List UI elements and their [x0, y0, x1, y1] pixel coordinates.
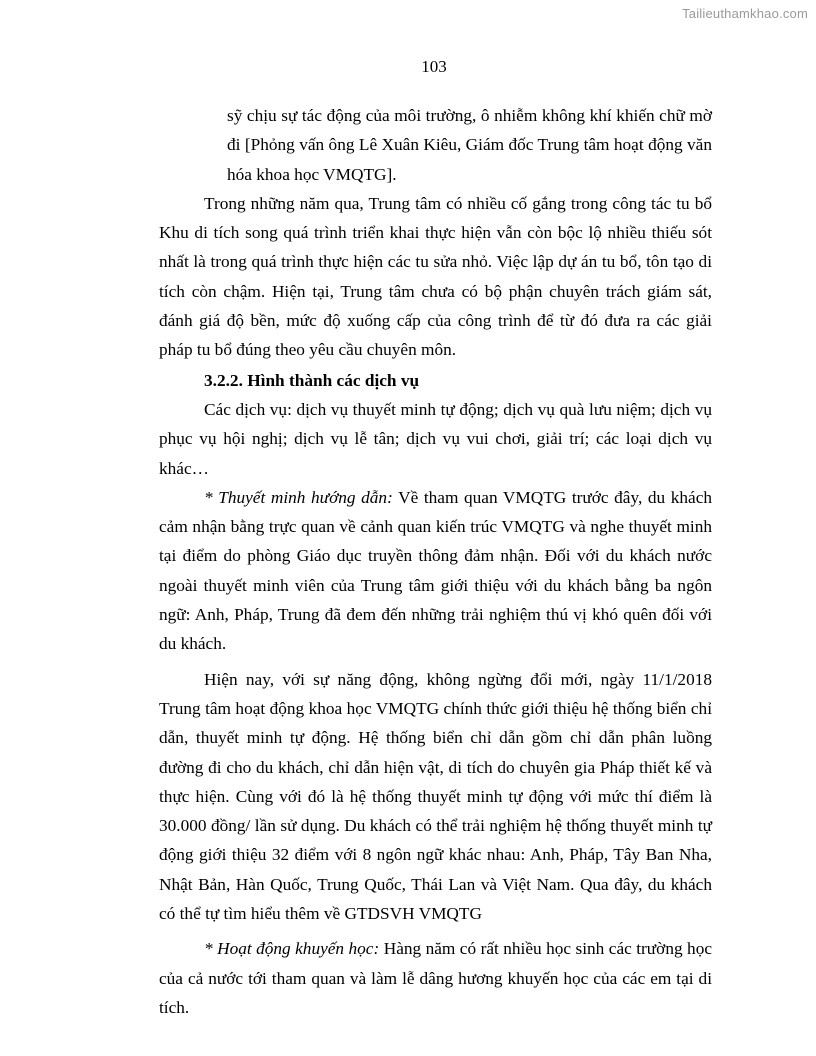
quote-paragraph: sỹ chịu sự tác động của môi trường, ô nhiễm không khí khiến chữ mờ đi [Phỏng vấn ông Lê Xuân Kiêu, Giám đốc Trung tâm hoạt động văn hóa khoa học VMQTG]. [227, 106, 712, 184]
paragraph-services: Các dịch vụ: dịch vụ thuyết minh tự động; dịch vụ quà lưu niệm; dịch vụ phục vụ hội nghị; dịch vụ lễ tân; dịch vụ vui chơi, giải trí; các loại dịch vụ khác… [159, 399, 712, 478]
paragraph-guided-narration [159, 483, 712, 659]
paragraph-study-encouragement [159, 934, 712, 1022]
page-number: 103 [421, 57, 447, 76]
guided-narration-label: * Thuyết minh hướng dẫn: [204, 487, 393, 507]
study-encouragement-label: * Hoạt động khuyến học: [204, 939, 380, 959]
section-heading: 3.2.2. Hình thành các dịch vụ [204, 370, 420, 390]
document-body [159, 101, 712, 1022]
study-encouragement-text: Hàng năm có rất nhiều học sinh các trường học của cả nước tới tham quan và làm lễ dâng hương khuyến học của các em tại di tích. [159, 939, 713, 1017]
paragraph-restoration: Trong những năm qua, Trung tâm có nhiều cố gắng trong công tác tu bổ Khu di tích song quá trình triển khai thực hiện vẫn còn bộc lộ nhiều thiếu sót nhất là trong quá trình thực hiện các tu sửa nhỏ. Việc lập dự án tu bổ, tôn tạo di tích còn chậm. Hiện tại, Trung tâm chưa có bộ phận chuyên trách giám sát, đánh giá độ bền, mức độ xuống cấp của công trình để từ đó đưa ra các giải pháp tu bổ đúng theo yêu cầu chuyên môn. [159, 193, 712, 360]
watermark: Tailieuthamkhao.com [682, 6, 808, 21]
guided-narration-text: Về tham quan VMQTG trước đây, du khách cảm nhận bằng trực quan về cảnh quan kiến trúc VMQTG và nghe thuyết minh tại điểm do phòng Giáo dục truyền thông đảm nhận. Đối với du khách nước ngoài thuyết minh viên của Trung tâm giới thiệu với du khách bằng ba ngôn ngữ: Anh, Pháp, Trung đã đem đến những trải nghiệm thú vị khó quên đối với du khách. [159, 487, 712, 654]
paragraph-auto-narration: Hiện nay, với sự năng động, không ngừng đổi mới, ngày 11/1/2018 Trung tâm hoạt động khoa học VMQTG chính thức giới thiệu hệ thống biển chỉ dẫn, thuyết minh tự động. Hệ thống biển chỉ dẫn gồm chỉ dẫn phân luồng đường đi cho du khách, chỉ dẫn hiện vật, di tích do chuyên gia Pháp thiết kế và thực hiện. Cùng với đó là hệ thống thuyết minh tự động với mức thí điểm là 30.000 đồng/ lần sử dụng. Du khách có thể trải nghiệm hệ thống thuyết minh tự động giới thiệu 32 điểm với 8 ngôn ngữ khác nhau: Anh, Pháp, Tây Ban Nha, Nhật Bản, Hàn Quốc, Trung Quốc, Thái Lan và Việt Nam. Qua đây, du khách có thể tự tìm hiểu thêm về GTDSVH VMQTG [159, 669, 712, 924]
